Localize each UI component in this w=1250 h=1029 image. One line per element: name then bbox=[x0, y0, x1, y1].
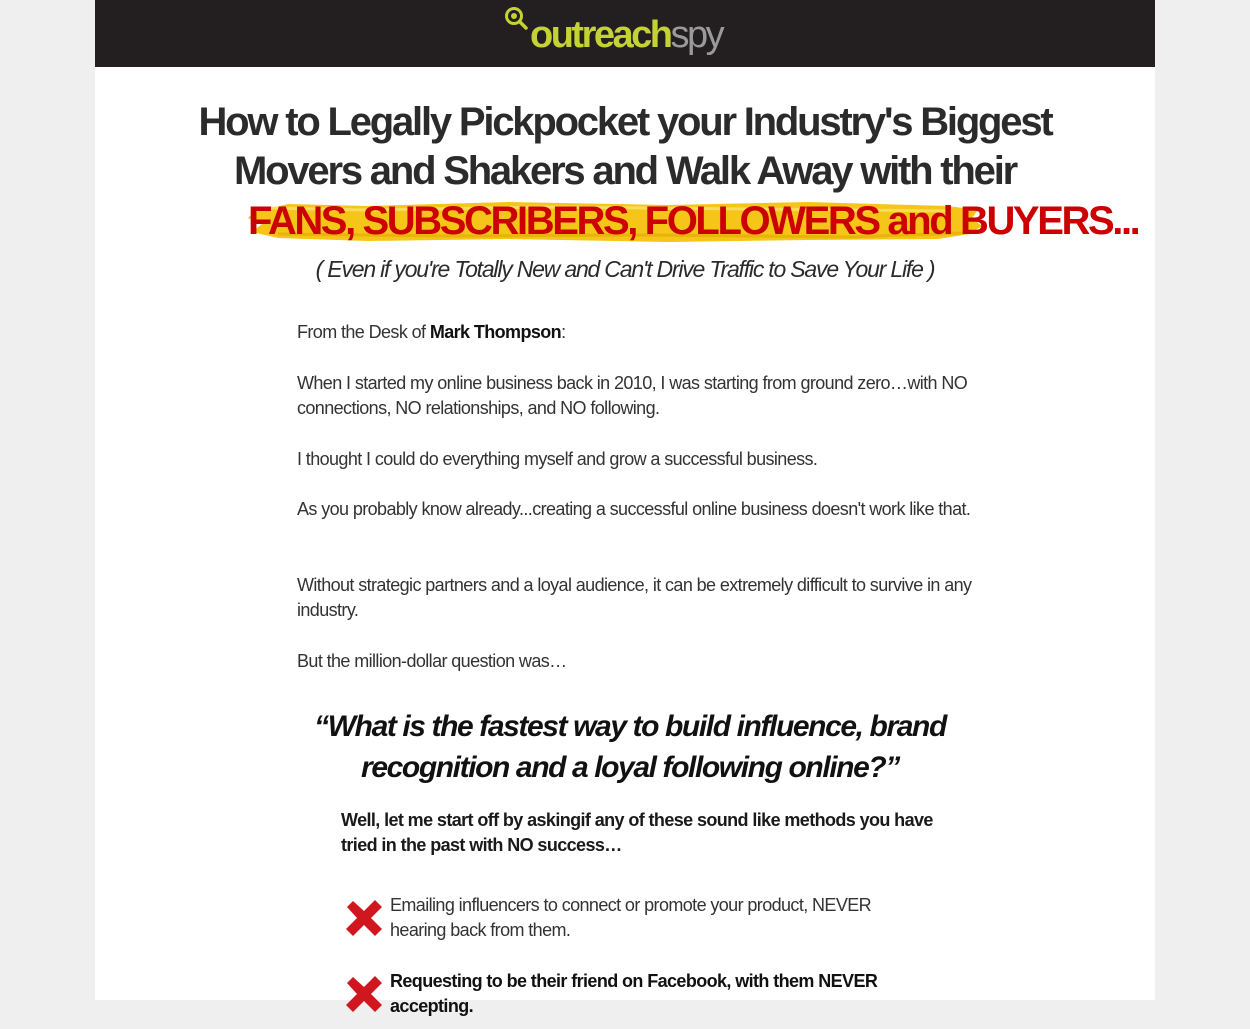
list-item bbox=[343, 969, 983, 1029]
paragraph-4: Without strategic partners and a loyal audience, it can be extremely difficult to survive in any industry. bbox=[297, 575, 972, 620]
pull-quote: “What is the fastest way to build influence, brand recognition and a loyal following online?” bbox=[314, 710, 946, 784]
desk-suffix: : bbox=[561, 322, 566, 342]
author-name: Mark Thompson bbox=[429, 322, 562, 342]
desk-line bbox=[297, 320, 977, 345]
paragraph-1: When I started my online business back in 2010, I was starting from ground zero…with NO connections, NO relationships, and NO following. bbox=[297, 373, 968, 418]
desk-prefix: From the Desk of bbox=[297, 322, 430, 342]
logo-wordmark bbox=[530, 13, 722, 57]
red-x-icon bbox=[343, 897, 385, 939]
subheadline: ( Even if you're Totally New and Can't Drive Traffic to Save Your Life ) bbox=[315, 256, 935, 282]
paragraph-2: I thought I could do everything myself and grow a successful business. bbox=[297, 449, 818, 469]
list-item bbox=[343, 893, 983, 953]
logo-primary-text: outreach bbox=[530, 14, 671, 56]
header-bar bbox=[95, 0, 1155, 67]
methods-intro: Well, let me start off by askingif any of these sound like methods you have tried in the past with NO success… bbox=[341, 810, 933, 855]
paragraph-3: As you probably know already...creating a successful online business doesn't work like that. bbox=[297, 499, 971, 519]
paragraph-5: But the million-dollar question was… bbox=[297, 651, 567, 671]
magnifier-icon bbox=[504, 6, 528, 30]
headline-highlight bbox=[248, 198, 1139, 244]
outreachspy-logo[interactable] bbox=[504, 4, 744, 64]
headline-line-2: Movers and Shakers and Walk Away with their bbox=[234, 149, 1016, 193]
logo-secondary-text: spy bbox=[670, 14, 723, 56]
red-x-icon bbox=[343, 973, 385, 1015]
landing-page bbox=[95, 0, 1155, 1016]
headline-line-1: How to Legally Pickpocket your Industry's Biggest bbox=[198, 100, 1052, 144]
method-text: Emailing influencers to connect or promote your product, NEVER hearing back from them. bbox=[390, 895, 872, 940]
method-text: Requesting to be their friend on Facebook, with them NEVER accepting. bbox=[390, 971, 878, 1016]
highlight-text: FANS, SUBSCRIBERS, FOLLOWERS and BUYERS... bbox=[248, 199, 1139, 243]
